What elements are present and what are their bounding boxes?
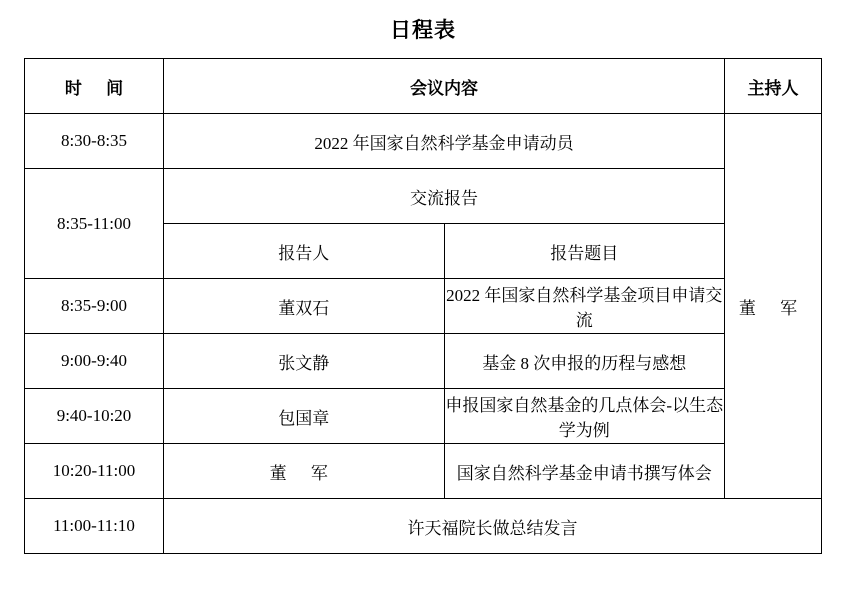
header-host: 主持人 bbox=[725, 59, 822, 114]
page-title: 日程表 bbox=[390, 19, 456, 42]
table-row bbox=[25, 389, 822, 444]
document-page bbox=[0, 14, 846, 603]
cell-time: 11:00-11:10 bbox=[25, 499, 164, 554]
table-row bbox=[25, 499, 822, 554]
cell-host: 董 军 bbox=[725, 114, 822, 499]
cell-time: 10:20-11:00 bbox=[25, 444, 164, 499]
cell-topic: 申报国家自然基金的几点体会-以生态学为例 bbox=[444, 389, 725, 444]
subheader-topic: 报告题目 bbox=[444, 224, 725, 279]
table-row bbox=[25, 279, 822, 334]
table-row bbox=[25, 444, 822, 499]
table-header-row bbox=[25, 59, 822, 114]
table-row bbox=[25, 114, 822, 169]
cell-time: 9:00-9:40 bbox=[25, 334, 164, 389]
cell-time: 8:35-11:00 bbox=[25, 169, 164, 279]
cell-speaker: 董双石 bbox=[164, 279, 445, 334]
cell-speaker: 包国章 bbox=[164, 389, 445, 444]
subheader-speaker: 报告人 bbox=[164, 224, 445, 279]
cell-content: 交流报告 bbox=[164, 169, 725, 224]
schedule-table bbox=[24, 58, 822, 554]
cell-speaker: 张文静 bbox=[164, 334, 445, 389]
cell-speaker: 董 军 bbox=[164, 444, 445, 499]
cell-topic: 2022 年国家自然科学基金项目申请交流 bbox=[444, 279, 725, 334]
cell-topic: 基金 8 次申报的历程与感想 bbox=[444, 334, 725, 389]
header-content: 会议内容 bbox=[164, 59, 725, 114]
cell-content: 2022 年国家自然科学基金申请动员 bbox=[164, 114, 725, 169]
cell-content: 许天福院长做总结发言 bbox=[164, 499, 822, 554]
header-time: 时 间 bbox=[25, 59, 164, 114]
table-row bbox=[25, 334, 822, 389]
cell-time: 8:30-8:35 bbox=[25, 114, 164, 169]
table-row bbox=[25, 169, 822, 224]
cell-time: 9:40-10:20 bbox=[25, 389, 164, 444]
cell-time: 8:35-9:00 bbox=[25, 279, 164, 334]
cell-topic: 国家自然科学基金申请书撰写体会 bbox=[444, 444, 725, 499]
